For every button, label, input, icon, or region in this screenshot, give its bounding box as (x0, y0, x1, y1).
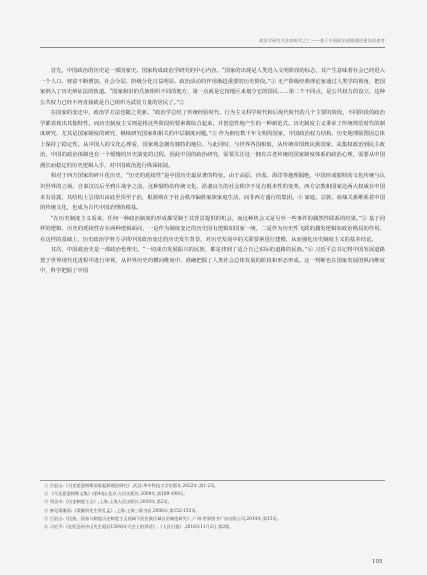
paragraph: 首先，中国政治的历史是一部国家史。国家构成政治学研究的中心内容。“国家的出现是人类进入文明阶段的标志，其产生意味着社会已经进入一个人口、财富不断增加、社会分层、阶级分化日益明显、政治活动的作用渐趋重要的历史阶段。”① 无产阶级经典理论家通过人类学的视角，把国家纳入了历史辩证法的轨道。“国家和旧的氏族组织不同的地方，第一点就是它按地区来划分它的国民……第二个不同点，是公共权力的设立，这种公共权力已经不再直接就是自己组织为武装力量的居民了。”② (40, 68, 385, 106)
page-number: 105 (372, 559, 383, 565)
paragraph: 其次，中国政治史是一部政治伦理史。“一切成功发展振兴的民族，都是找到了适合自己实际的道路的民族。”⑥ 习近平总书记将中国发展道路置于世界现代化进程中进行审视，从世界历史的横向维度中，准确把握了人类社会总体发展的阶段和形态形成。这一判断也在国家发展的纵向维度中，科学把握了中国 (40, 247, 385, 275)
paragraph: “在历史制度主义看来，任何一种政治制度的形成都受制于其背景提供的机会，而这种机会又是另外一些事件的偶然性联系的结果。”⑤ 基于同样的逻辑，历史的延续性存在两种逻辑面向，一是作为制度变迁的历史因有逻辑如国家一统，二是作为历史性飞跃的偶发逻辑如政治格局的作用。在这样的基础上，历史政治学努力寻找中国政治变迁的历史发生背景，对历史发展中的关联要素进行建模，从而强化历史制度主义的基本结论。 (40, 215, 385, 243)
body-text (40, 66, 385, 277)
footnote: ② 《马克思恩格斯文集》(第4卷),北京:人民出版社,2009年,第189-190页。 (44, 492, 188, 498)
footnote: ① 吕宏山:《马克思恩格斯国家起源理论研究》,武汉:华中科技大学出版社,2022年,第1-2页。 (44, 484, 219, 489)
footnotes (40, 480, 385, 532)
footnote: ⑤ 吕宏山:《民族、国家与制度历史制度主义视域下的民族区域自治制度研究》,广州:世界图书广东出版公司,2014年,第13页。 (44, 516, 281, 522)
paragraph: 相对于西方国家的碎片化历史，“历史的延续性”是中国历史最显著的特征。由于高原、沙漠、海洋等地理隔绝，中国形成独特的文化传统与认识世界的立场。自秦汉以后至鸦片战争之前，这种独特的传统文化、沿袭良久的社会秩序不见有根本性的变革，西方宗教和国家这两大权威在中国未有显露，其结构上呈现出由底至顶至于治，根源则在于社会秩序偏胜家族家庭生活，而非西方盛行的集团。④ 家庭、宗族、血缘关系维系着中国的传统文化，也成为古代中国治理的根基。 (40, 173, 385, 212)
footnote: ③ 刘圣中:《历史制度主义》,上海:上海人民出版社,2010年,第2页。 (44, 500, 173, 506)
running-head: 政治学研究方法的时代之仁——基于中国政治道路理论建设的思考 (40, 38, 385, 48)
paragraph: 在国家的变迁中，政治学方法也随之更新。“政治学总结了传统经验时代、行为主义科学时代和后现代时代的几个主要的阶段，不同阶段的政治学都表现出其独特性。而历史制度主义则是将这些阶段的要素都综合起来，并创造性地产生的一种新范式。历史制度主义秉承了传统规范时代的制度研究，尤其是国家制度的研究，继续研究国家和相关的中层制度问题。”③ 作为拥有数千年文明的国家，中国政治权力结构、历史地理版图因总体上保持了稳定性。从中国人的文化心理看，国家观念拥有独特的地位。与此同时，与世界各国相似，从传统帝国到民族国家，从集权政治到民主政治，中国的政治体制也有一个缓慢的历史演变的过程。因此中国的政治研究，需要关注这一拥有古老传统的国家制度体系的政治心理，需要从中国漫长而稳定的历史逻辑入手，对中国政治进行纵深拓展。 (40, 110, 385, 169)
footnote: ⑥ 习近平:《在纪念孙中山先生诞辰150周年大会上的讲话》,《人民日报》,2016年11月2日,第2版。 (44, 525, 234, 531)
footnote: ④ 参见梁漱溟:《梁漱溟先生讲孔孟》,上海:上海三联书店,2006年,第152-153页。 (44, 508, 200, 514)
